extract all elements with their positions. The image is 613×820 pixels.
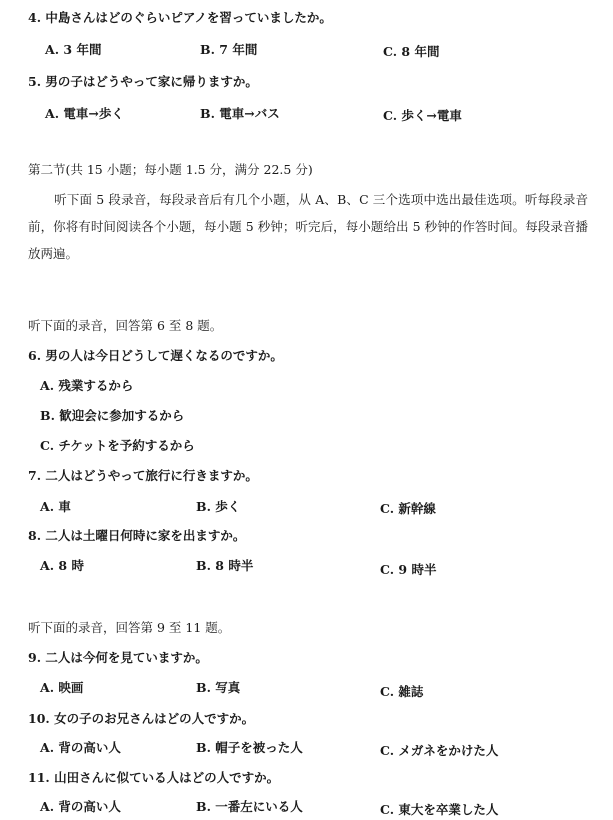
section-2-instructions-text: 听下面 5 段录音，每段录音后有几个小题，从 A、B、C 三个选项中选出最佳选项。听每段录音前，你将有时间阅读各个小题，每小题 5 秒钟；听完后，每小题给出 5 秒钟的作答时间。每段录音播放两遍。: [28, 192, 588, 261]
question-5-option-c[interactable]: C. 歩く→電車: [383, 108, 462, 123]
question-7-option-b[interactable]: B. 歩く: [196, 499, 241, 514]
question-6-option-c[interactable]: C. チケットを予約するから: [40, 438, 195, 453]
question-9-option-b[interactable]: B. 写真: [196, 680, 241, 695]
question-10-option-b[interactable]: B. 帽子を被った人: [196, 740, 303, 755]
question-5-option-b[interactable]: B. 電車→バス: [200, 106, 280, 121]
section-2-heading: 第二节(共 15 小题；每小题 1.5 分，满分 22.5 分): [28, 162, 313, 177]
question-6-option-b[interactable]: B. 歓迎会に参加するから: [40, 408, 185, 423]
question-10-stem: 10. 女の子のお兄さんはどの人ですか。: [28, 711, 255, 726]
group-2-lead: 听下面的录音，回答第 9 至 11 题。: [28, 620, 231, 635]
question-4-stem: 4. 中島さんはどのぐらいピアノを習っていましたか。: [28, 10, 332, 25]
question-10-option-a[interactable]: A. 背の高い人: [40, 740, 121, 755]
question-6-option-a[interactable]: A. 残業するから: [40, 378, 134, 393]
question-9-option-c[interactable]: C. 雑誌: [380, 684, 424, 699]
question-8-stem: 8. 二人は土曜日何時に家を出ますか。: [28, 528, 246, 543]
question-6-stem: 6. 男の人は今日どうして遅くなるのですか。: [28, 348, 283, 363]
question-5-option-a[interactable]: A. 電車→歩く: [45, 106, 124, 121]
question-9-option-a[interactable]: A. 映画: [40, 680, 84, 695]
question-7-option-a[interactable]: A. 車: [40, 499, 71, 514]
question-8-option-c[interactable]: C. 9 時半: [380, 562, 437, 577]
group-1-lead: 听下面的录音，回答第 6 至 8 题。: [28, 318, 223, 333]
section-2-instructions: [28, 186, 588, 267]
question-4-option-b[interactable]: B. 7 年間: [200, 42, 258, 57]
question-9-stem: 9. 二人は今何を見ていますか。: [28, 650, 208, 665]
question-7-option-c[interactable]: C. 新幹線: [380, 501, 436, 516]
question-10-option-c[interactable]: C. メガネをかけた人: [380, 743, 499, 758]
question-4-option-a[interactable]: A. 3 年間: [45, 42, 102, 57]
question-11-option-a[interactable]: A. 背の高い人: [40, 799, 121, 814]
question-11-stem: 11. 山田さんに似ている人はどの人ですか。: [28, 770, 280, 785]
question-7-stem: 7. 二人はどうやって旅行に行きますか。: [28, 468, 258, 483]
question-4-option-c[interactable]: C. 8 年間: [383, 44, 440, 59]
question-8-option-a[interactable]: A. 8 時: [40, 558, 84, 573]
question-8-option-b[interactable]: B. 8 時半: [196, 558, 254, 573]
question-11-option-b[interactable]: B. 一番左にいる人: [196, 799, 303, 814]
question-11-option-c[interactable]: C. 東大を卒業した人: [380, 802, 499, 817]
question-5-stem: 5. 男の子はどうやって家に帰りますか。: [28, 74, 258, 89]
